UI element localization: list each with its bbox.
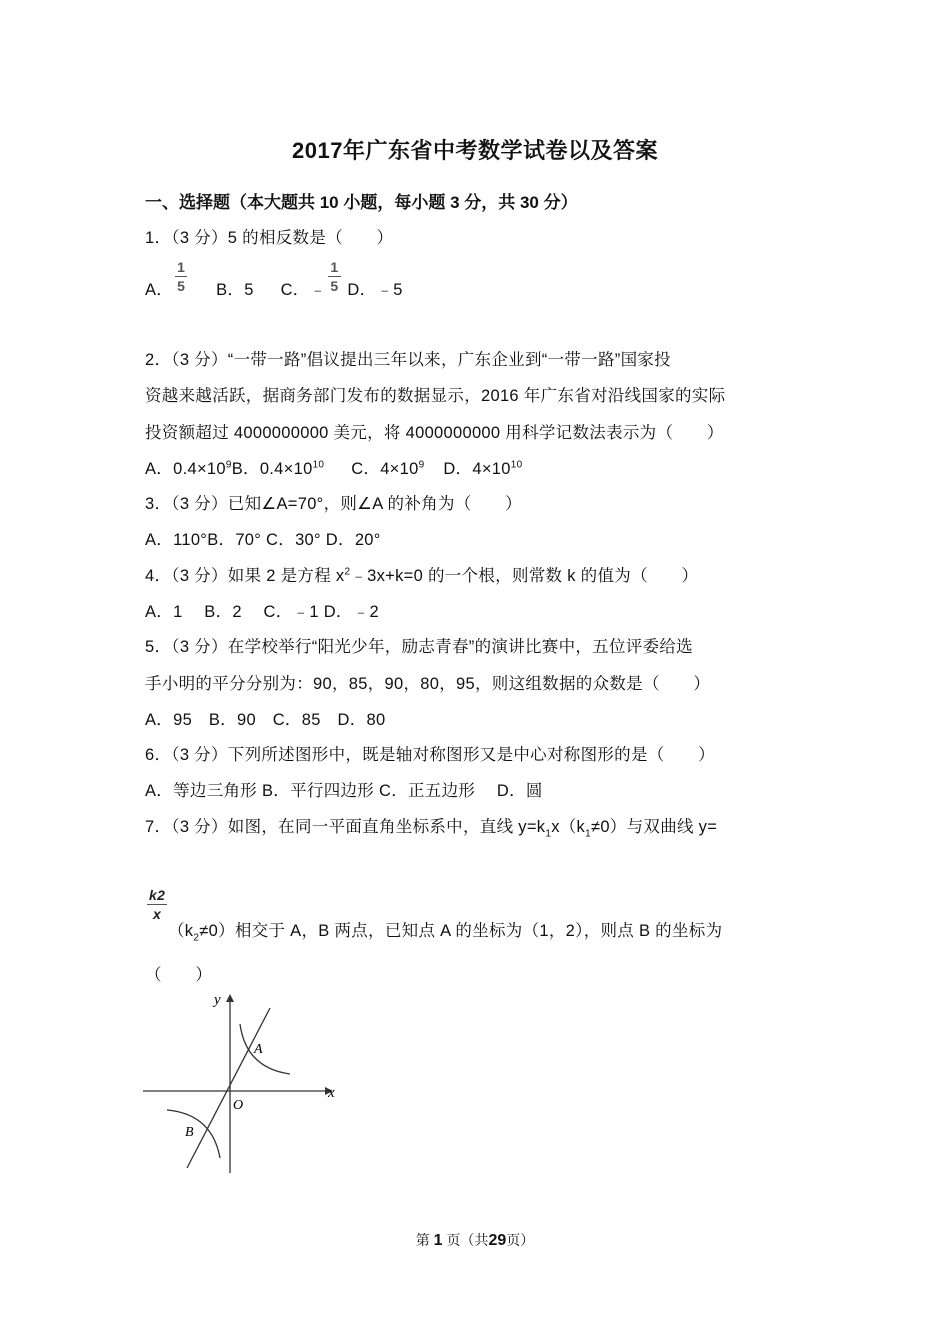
y-axis-arrow xyxy=(226,994,234,1002)
q7-line3: （ ） xyxy=(145,966,213,984)
q6-options: A．等边三角形 B．平行四边形 C．正五边形 D．圆 xyxy=(145,782,543,800)
q1-option-c-label: C．﹣ xyxy=(280,280,327,299)
fraction xyxy=(147,888,167,921)
q5-line1: 5．（3 分）在学校举行“阳光少年，励志青春”的演讲比赛中，五位评委给选 xyxy=(145,638,693,656)
q5-line2: 手小明的平分分别为：90，85，90，80，95，则这组数据的众数是（ ） xyxy=(145,675,711,693)
q2-line1: 2．（3 分）“一带一路”倡议提出三年以来，广东企业到“一带一路”国家投 xyxy=(145,351,671,369)
q7-text: ≠0）相交于 A，B 两点，已知点 A 的坐标为（1，2），则点 B 的坐标为 xyxy=(199,922,723,940)
q3-stem: 3．（3 分）已知∠A=70°，则∠A 的补角为（ ） xyxy=(145,495,522,513)
fraction-denominator: 5 xyxy=(330,278,339,294)
q2-option-a: A．0.4×10 xyxy=(145,460,226,478)
q2-line3: 投资额超过 4000000000 美元，将 4000000000 用科学记数法表示为（ ） xyxy=(145,424,724,442)
origin-label: O xyxy=(233,1098,244,1113)
point-a-label: A xyxy=(254,1042,263,1057)
q1-options xyxy=(145,259,403,307)
exponent: 9 xyxy=(225,459,232,471)
page-title: 2017年广东省中考数学试卷以及答案 xyxy=(292,138,658,163)
q3-options: A．110°B．70° C．30° D．20° xyxy=(145,531,381,549)
q4-stem-text: 4．（3 分）如果 2 是方程 x xyxy=(145,567,345,585)
exponent: 10 xyxy=(312,459,325,471)
q1-option-c-fraction xyxy=(328,260,340,293)
fraction-numerator: k2 xyxy=(149,887,166,903)
q6-stem: 6．（3 分）下列所述图形中，既是轴对称图形又是中心对称图形的是（ ） xyxy=(145,746,715,764)
q1-option-a-fraction xyxy=(175,260,187,293)
fraction-denominator: 5 xyxy=(177,278,186,294)
q5-options: A．95 B．90 C．85 D．80 xyxy=(145,711,386,729)
q1-option-a-label: A． xyxy=(145,280,174,299)
footer-text: 页） xyxy=(506,1232,535,1248)
y-axis-label: y xyxy=(214,992,221,1008)
q2-option-c: C．4×10 xyxy=(351,460,419,478)
footer-text: 第 xyxy=(415,1232,430,1248)
total-pages: 29 xyxy=(488,1232,507,1249)
q7-text: ≠0）与双曲线 y= xyxy=(590,818,718,836)
q1-stem: 1．（3 分）5 的相反数是（ ） xyxy=(145,229,394,247)
q4-stem-text: ﹣3x+k=0 的一个根，则常数 k 的值为（ ） xyxy=(350,567,699,585)
subscript: 2 xyxy=(193,932,200,944)
exponent: 2 xyxy=(344,566,351,578)
q1-option-d: D．﹣5 xyxy=(347,280,403,299)
q2-option-d: D．4×10 xyxy=(443,460,511,478)
q7-fraction-k2-over-x xyxy=(145,888,169,921)
fraction-numerator: 1 xyxy=(330,259,339,275)
fraction-numerator: 1 xyxy=(177,259,186,275)
footer-text: 页（共 xyxy=(446,1232,489,1248)
fraction-denominator: x xyxy=(153,906,162,922)
section-heading: 一、选择题（本大题共 10 小题，每小题 3 分，共 30 分） xyxy=(145,193,578,212)
q7-text: （k xyxy=(168,922,194,940)
subscript: 1 xyxy=(585,828,591,840)
q2-line2: 资越来越活跃，据商务部门发布的数据显示，2016 年广东省对沿线国家的实际 xyxy=(145,387,726,405)
subscript: 1 xyxy=(545,828,552,840)
hyperbola-branch-first-quadrant xyxy=(240,1024,290,1074)
exponent: 10 xyxy=(510,459,523,471)
q4-options: A．1 B．2 C．﹣1 D．﹣2 xyxy=(145,603,380,621)
page-footer xyxy=(0,1230,950,1250)
exponent: 9 xyxy=(418,459,425,471)
coordinate-graph xyxy=(140,988,350,1178)
q7-text: 7．（3 分）如图，在同一平面直角坐标系中，直线 y=k xyxy=(145,818,546,836)
line-y-k1x xyxy=(187,1008,270,1168)
q4-stem xyxy=(145,562,698,586)
point-b-label: B xyxy=(185,1125,194,1140)
q7-line1 xyxy=(145,813,717,839)
current-page-number: 1 xyxy=(433,1232,443,1249)
q7-text: x（k xyxy=(551,818,586,836)
q2-options xyxy=(145,455,522,479)
q1-option-b: B．5 xyxy=(216,280,254,299)
x-axis-label: x xyxy=(328,1085,335,1101)
q7-line2 xyxy=(168,917,722,943)
q2-option-b: B．0.4×10 xyxy=(231,460,313,478)
